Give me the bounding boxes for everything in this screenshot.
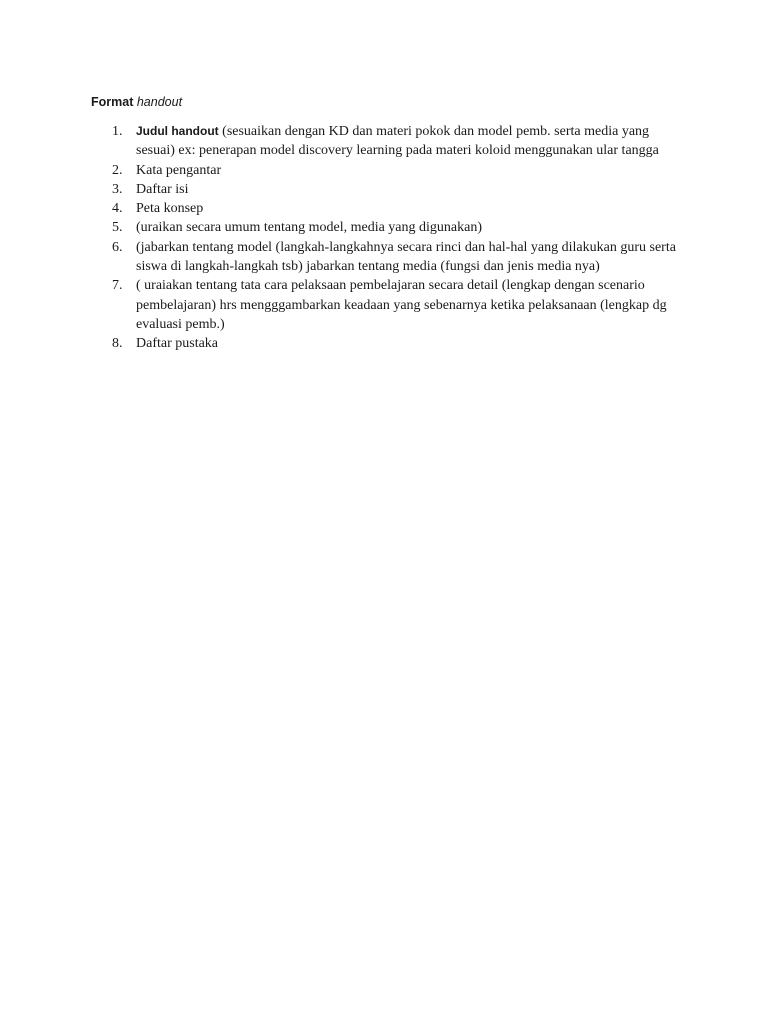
list-item [91, 180, 691, 199]
heading-bold-text: Format [91, 95, 134, 109]
list-item-number: 8. [112, 336, 123, 352]
list-item [91, 276, 691, 334]
list-item [91, 334, 691, 353]
list-item [91, 122, 691, 161]
list-item-text: ( uraiakan tentang tata cara pelaksaan pembelajaran secara detail (lengkap dengan scenario pembelajaran) hrs mengggambarkan keadaan yang sebenarnya ketika pelaksanaan (lengkap dg evaluasi pemb.) [136, 278, 667, 332]
document-heading [91, 93, 182, 111]
list-item-text: (uraikan secara umum tentang model, media yang digunakan) [136, 220, 482, 236]
list-item-text: Daftar pustaka [136, 336, 219, 352]
list-item-text: Kata pengantar [136, 162, 222, 178]
list-item [91, 199, 691, 218]
list-item-number: 3. [112, 181, 123, 197]
list-item-number: 4. [112, 201, 123, 217]
list-item-number: 7. [112, 278, 123, 294]
heading-italic-text: handout [136, 95, 183, 109]
list-item-text: Daftar isi [136, 181, 189, 197]
list-item-number: 6. [112, 239, 123, 255]
list-item-lead: Judul handout [136, 124, 219, 138]
list-item-number: 5. [112, 220, 123, 236]
list-item [91, 218, 691, 237]
list-item-text: (jabarkan tentang model (langkah-langkahnya secara rinci dan hal-hal yang dilakukan guru serta siswa di langkah-langkah tsb) jabarkan tentang media (fungsi dan jenis media nya) [136, 239, 676, 275]
list-item-number: 1. [112, 124, 123, 139]
list-item-text: Peta konsep [136, 201, 204, 217]
list-item-text: (sesuaikan dengan KD dan materi pokok dan model pemb. serta media yang sesuai) ex: penerapan model discovery learning pada materi koloid menggunakan ular tangga [136, 124, 659, 159]
list-item [91, 161, 691, 180]
numbered-list [91, 122, 691, 354]
list-item-number: 2. [112, 162, 123, 178]
list-item [91, 238, 691, 277]
